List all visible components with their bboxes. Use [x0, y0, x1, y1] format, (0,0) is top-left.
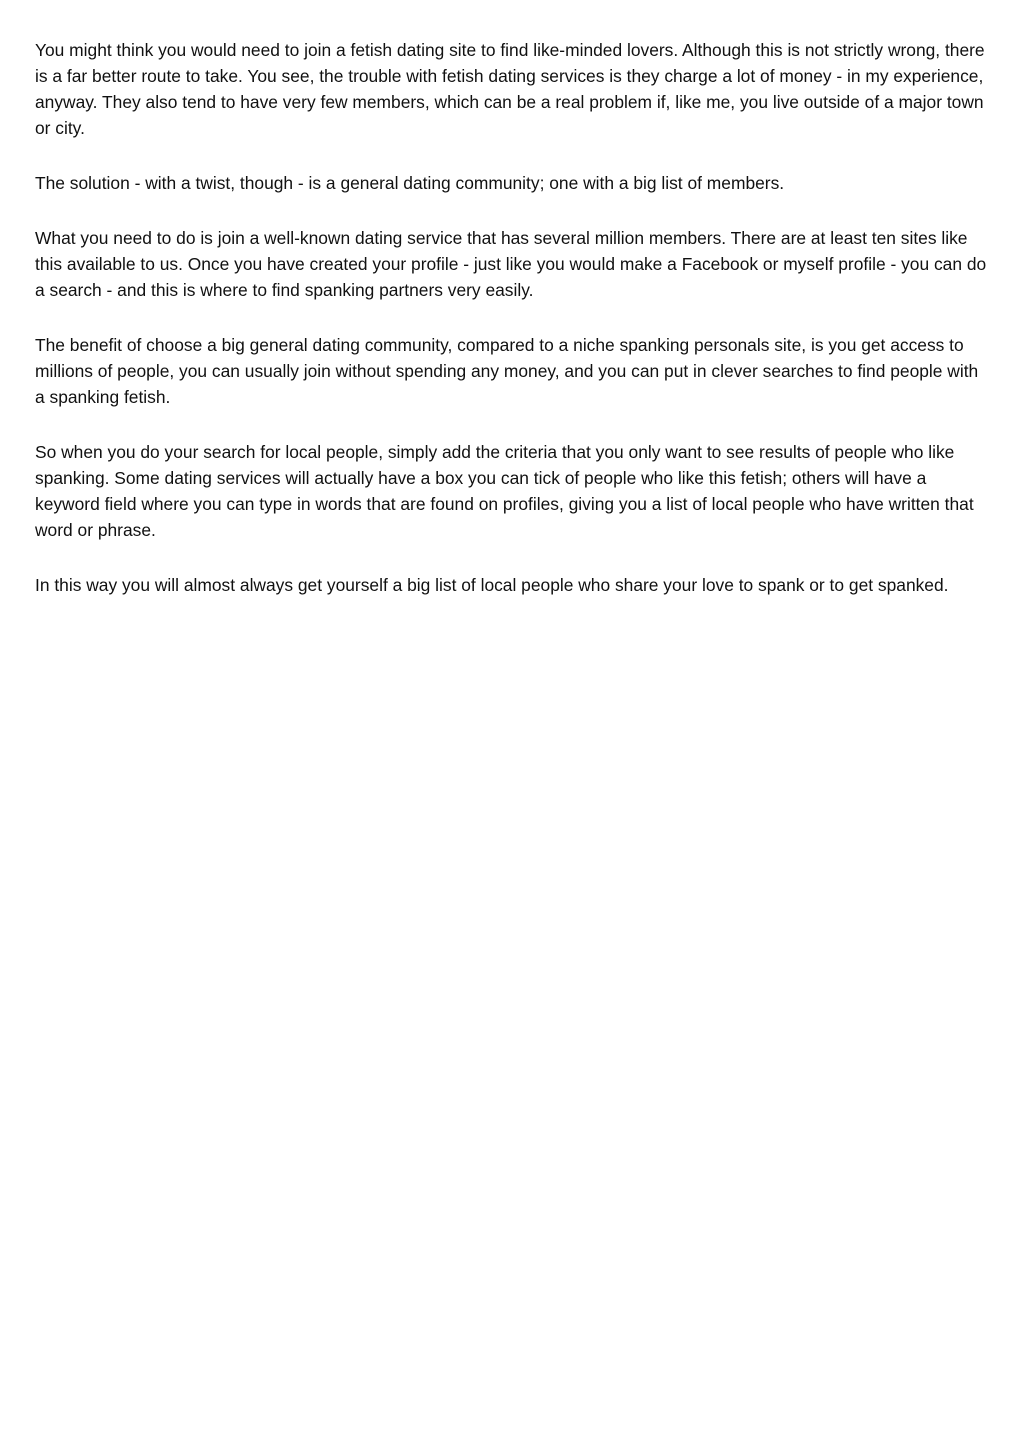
- document-body: [35, 37, 987, 627]
- paragraph: What you need to do is join a well-known dating service that has several million members. There are at least ten sites like this available to us. Once you have created your profile - just like you would make a Facebook or myself profile - you can do a search - and this is where to find spanking partners very easily.: [35, 228, 987, 300]
- paragraph: The benefit of choose a big general dating community, compared to a niche spanking personals site, is you get access to millions of people, you can usually join without spending any money, and you can put in clever searches to find people with a spanking fetish.: [35, 335, 979, 407]
- paragraph: So when you do your search for local people, simply add the criteria that you only want to see results of people who like spanking. Some dating services will actually have a box you can tick of people who like this fetish; others will have a keyword field where you can type in words that are found on profiles, giving you a list of local people who have written that word or phrase.: [35, 442, 974, 540]
- paragraph: You might think you would need to join a fetish dating site to find like-minded lovers. Although this is not strictly wrong, there is a far better route to take. You see, the trouble with fetish dating services is they charge a lot of money - in my experience, anyway. They also tend to have very few members, which can be a real problem if, like me, you live outside of a major town or city.: [35, 40, 985, 138]
- paragraph: The solution - with a twist, though - is a general dating community; one with a big list of members.: [35, 173, 785, 193]
- paragraph: In this way you will almost always get yourself a big list of local people who share your love to spank or to get spanked.: [35, 575, 949, 595]
